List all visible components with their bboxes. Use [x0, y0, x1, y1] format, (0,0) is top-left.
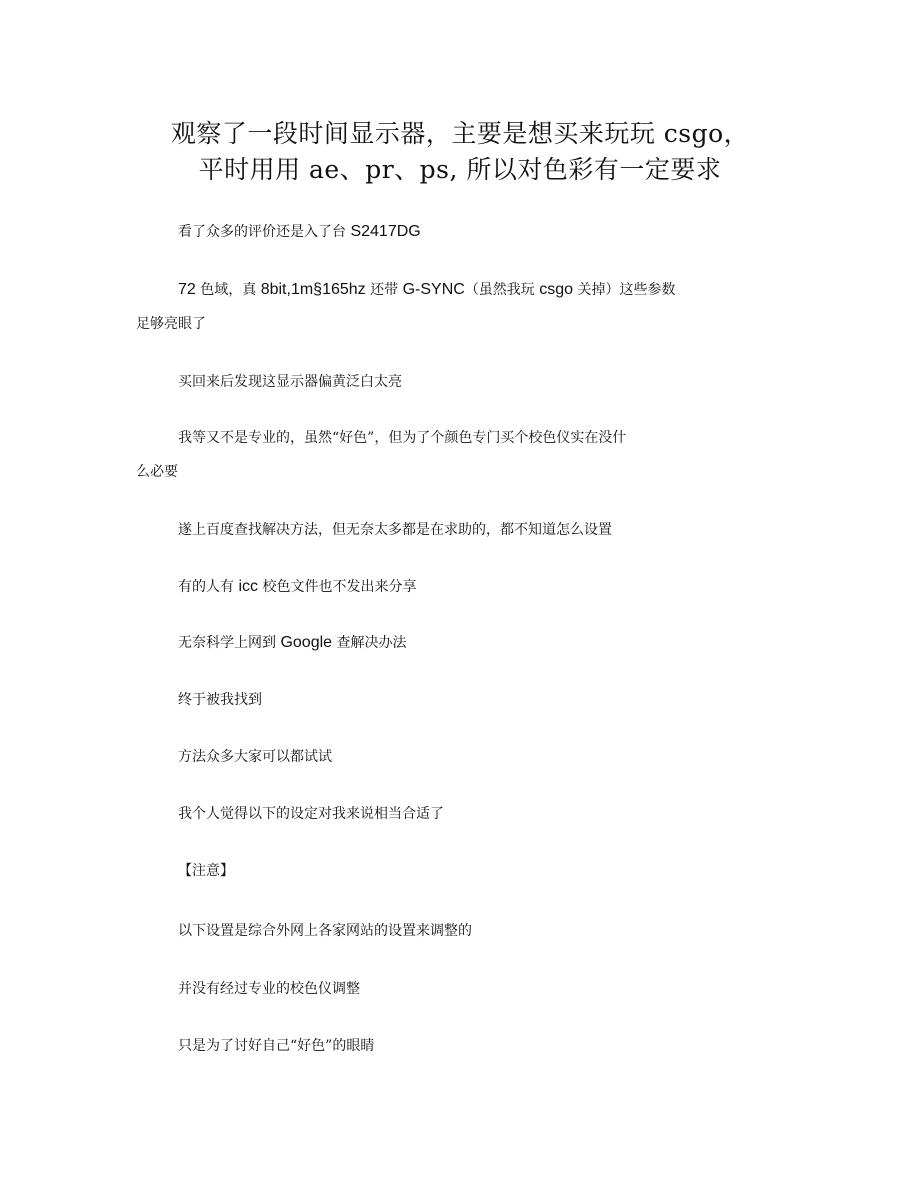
paragraph-8: 终于被我找到 — [178, 692, 262, 708]
paragraph-2-part-g: csgo — [539, 281, 574, 298]
paragraph-2-part-h: 关掉）这些参数 — [573, 282, 676, 298]
paragraph-14: 只是为了讨好自己“好色”的眼睛 — [178, 1038, 375, 1054]
monitor-model: S2417DG — [350, 223, 421, 240]
paragraph-10: 我个人觉得以下的设定对我来说相当合适了 — [178, 806, 444, 822]
paragraph-13: 并没有经过专业的校色仪调整 — [178, 981, 360, 997]
paragraph-7 — [178, 633, 407, 653]
document-title — [120, 116, 800, 188]
paragraph-4-line-1: 我等又不是专业的，虽然“好色”，但为了个颜色专门买个校色仪实在没什 — [178, 430, 627, 446]
paragraph-2-part-b: 色域，真 — [195, 282, 261, 298]
title-line-2: 平时用用 ae、pr、ps, 所以对色彩有一定要求 — [198, 155, 722, 184]
paragraph-2 — [178, 280, 676, 300]
paragraph-9: 方法众多大家可以都试试 — [178, 749, 332, 765]
paragraph-6-part-b: icc — [238, 578, 259, 595]
paragraph-2-part-e: G-SYNC — [402, 281, 465, 298]
title-line-1: 观察了一段时间显示器，主要是想买来玩玩 csgo， — [170, 119, 750, 148]
paragraph-3: 买回来后发现这显示器偏黄泛白太亮 — [178, 374, 402, 390]
paragraph-5: 遂上百度查找解决方法，但无奈太多都是在求助的，都不知道怎么设置 — [178, 522, 612, 538]
paragraph-2-part-f: （虽然我玩 — [464, 282, 540, 298]
paragraph-12: 以下设置是综合外网上各家网站的设置来调整的 — [178, 923, 472, 939]
paragraph-2-part-d: 还带 — [365, 282, 403, 298]
paragraph-2-part-c: 8bit,1m§165hz — [260, 281, 366, 298]
paragraph-4-line-2: 么必要 — [136, 464, 178, 480]
paragraph-6 — [178, 577, 416, 597]
paragraph-6-part-a: 有的人有 — [178, 579, 239, 595]
paragraph-7-part-a: 无奈科学上网到 — [178, 635, 281, 651]
paragraph-1 — [178, 222, 421, 242]
paragraph-6-part-c: 校色文件也不发出来分享 — [258, 579, 417, 595]
paragraph-11-notice: 【注意】 — [178, 863, 234, 879]
paragraph-2-part-a: 72 — [178, 281, 196, 298]
paragraph-2-line-2: 足够亮眼了 — [136, 316, 206, 332]
paragraph-7-part-c: 查解决办法 — [332, 635, 407, 651]
paragraph-7-part-b: Google — [280, 634, 333, 651]
paragraph-1-text: 看了众多的评价还是入了台 — [178, 224, 351, 240]
